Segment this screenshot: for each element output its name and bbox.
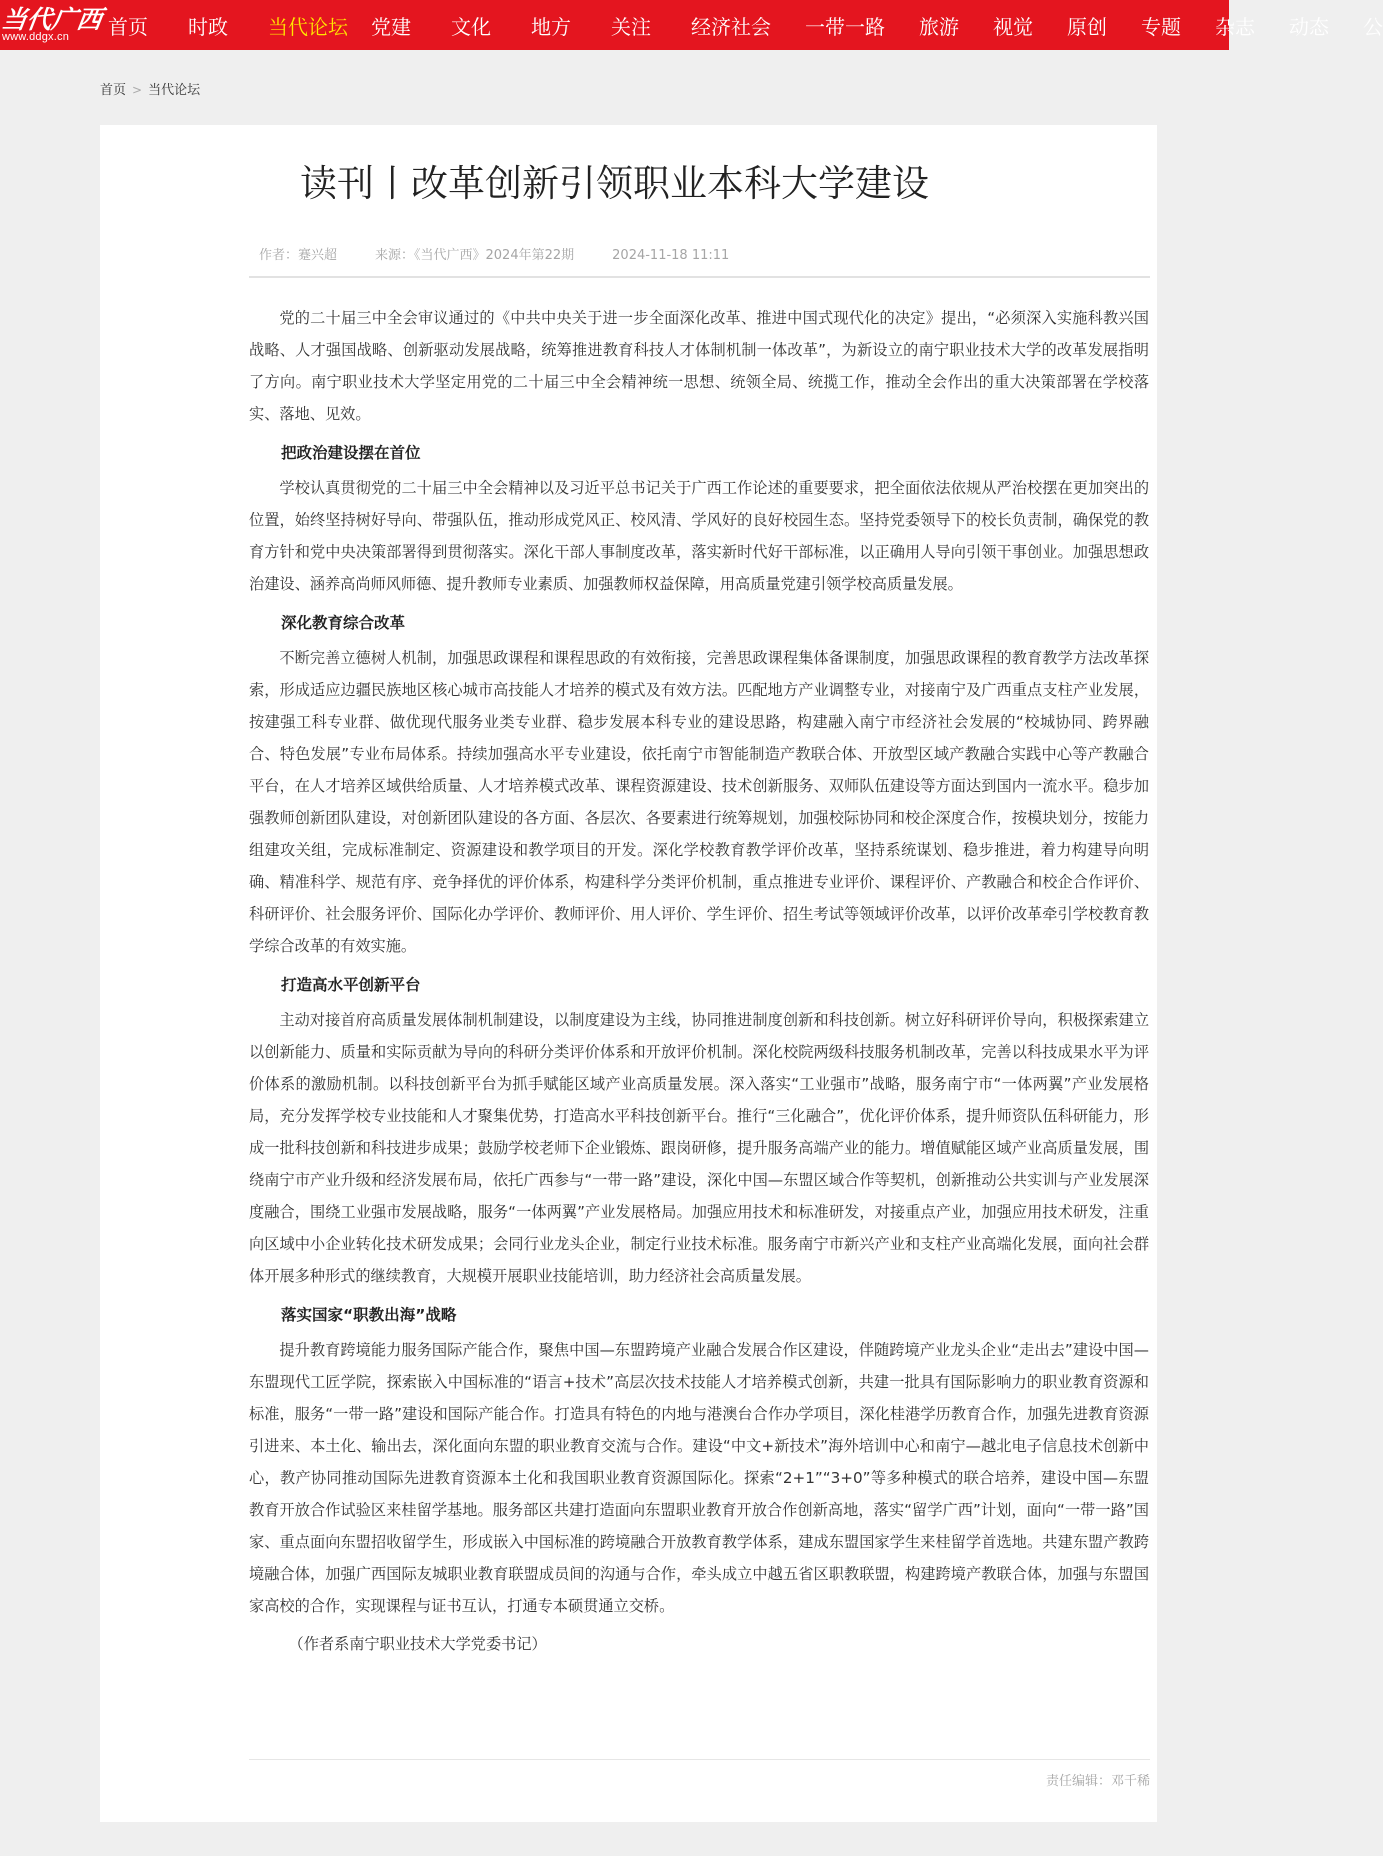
article-author: 作者：蹇兴超 <box>259 248 338 263</box>
main-nav <box>108 0 1383 50</box>
nav-item-12[interactable]: 专题 <box>1141 14 1181 39</box>
nav-item-5[interactable]: 地方 <box>531 14 571 39</box>
top-nav-bar <box>0 0 1383 50</box>
logo-text: 当代广西 <box>0 5 104 34</box>
nav-item-0[interactable]: 首页 <box>108 14 148 39</box>
section-heading: 深化教育综合改革 <box>281 614 406 632</box>
article-paragraph: 提升教育跨境能力服务国际产能合作，聚焦中国—东盟跨境产业融合发展合作区建设，伴随跨境产业龙头企业“走出去”建设中国—东盟现代工匠学院，探索嵌入中国标准的“语言+技术”高层次技术技能人才培养模式创新，共建一批具有国际影响力的职业教育资源和标准，服务“一带一路”建设和国际产能合作。打造具有特色的内地与港澳台合作办学项目，深化桂港学历教育合作，加强先进教育资源引进来、本土化、输出去，深化面向东盟的职业教育交流与合作。建设“中文+新技术”海外培训中心和南宁—越北电子信息技术创新中心，教产协同推动国际先进教育资源本土化和我国职业教育资源国际化。探索“2+1”“3+0”等多种模式的联合培养，建设中国—东盟教育开放合作试验区来桂留学基地。服务部区共建打造面向东盟职业教育开放合作创新高地，落实“留学广西”计划，面向“一带一路”国家、重点面向东盟招收留学生，形成嵌入中国标准的跨境融合开放教育教学体系，建成东盟国家学生来桂留学首选地。共建东盟产教跨境融合体，加强广西国际友城职业教育联盟成员间的沟通与合作，牵头成立中越五省区职教联盟，构建跨境产教联合体，加强与东盟国家高校的合作，实现课程与证书互认，打通专本硕贯通立交桥。 <box>249 1341 1149 1615</box>
responsible-editor: 责任编辑：邓千稀 <box>1045 1774 1150 1789</box>
breadcrumb-home[interactable]: 首页 <box>100 83 127 98</box>
article-title: 读刊丨改革创新引领职业本科大学建设 <box>300 162 929 205</box>
breadcrumb-current[interactable]: 当代论坛 <box>148 83 201 98</box>
breadcrumb <box>100 79 200 98</box>
nav-item-1[interactable]: 时政 <box>188 14 228 39</box>
nav-item-15[interactable]: 公 <box>1363 14 1383 39</box>
article-body <box>249 302 1149 1664</box>
footer-divider <box>249 1759 1150 1760</box>
article-date: 2024-11-18 11:11 <box>612 248 730 263</box>
article-paragraph: 党的二十届三中全会审议通过的《中共中央关于进一步全面深化改革、推进中国式现代化的决定》提出，“必须深入实施科教兴国战略、人才强国战略、创新驱动发展战略，统筹推进教育科技人才体制机制一体改革”，为新设立的南宁职业技术大学的改革发展指明了方向。南宁职业技术大学坚定用党的二十届三中全会精神统一思想、统领全局、统揽工作，推动全会作出的重大决策部署在学校落实、落地、见效。 <box>249 309 1149 423</box>
site-logo[interactable] <box>0 0 104 50</box>
section-heading: 把政治建设摆在首位 <box>281 444 421 462</box>
nav-item-2[interactable]: 当代论坛 <box>268 14 348 39</box>
nav-item-4[interactable]: 文化 <box>451 14 491 39</box>
nav-item-10[interactable]: 视觉 <box>993 14 1033 39</box>
author-note: （作者系南宁职业技术大学党委书记） <box>288 1635 547 1653</box>
nav-item-9[interactable]: 旅游 <box>919 14 959 39</box>
section-heading: 打造高水平创新平台 <box>281 976 421 994</box>
article-meta <box>259 244 767 263</box>
nav-item-13[interactable]: 杂志 <box>1215 14 1255 39</box>
article-paragraph: 不断完善立德树人机制，加强思政课程和课程思政的有效衔接，完善思政课程集体备课制度，加强思政课程的教育教学方法改革探索，形成适应边疆民族地区核心城市高技能人才培养的模式及有效方法。匹配地方产业调整专业，对接南宁及广西重点支柱产业发展，按建强工科专业群、做优现代服务业类专业群、稳步发展本科专业的建设思路，构建融入南宁市经济社会发展的“校城协同、跨界融合、特色发展”专业布局体系。持续加强高水平专业建设，依托南宁市智能制造产教联合体、开放型区域产教融合实践中心等产教融合平台，在人才培养区域供给质量、人才培养模式改革、课程资源建设、技术创新服务、双师队伍建设等方面达到国内一流水平。稳步加强教师创新团队建设，对创新团队建设的各方面、各层次、各要素进行统筹规划，加强校际协同和校企深度合作，按模块划分，按能力组建攻关组，完成标准制定、资源建设和教学项目的开发。深化学校教育教学评价改革，坚持系统谋划、稳步推进，着力构建导向明确、精准科学、规范有序、竞争择优的评价体系，构建科学分类评价机制，重点推进专业评价、课程评价、产教融合和校企合作评价、科研评价、社会服务评价、国际化办学评价、教师评价、用人评价、学生评价、招生考试等领域评价改革，以评价改革牵引学校教育教学综合改革的有效实施。 <box>249 649 1149 955</box>
section-heading: 落实国家“职教出海”战略 <box>281 1306 457 1324</box>
nav-item-11[interactable]: 原创 <box>1067 14 1107 39</box>
article-source: 来源：《当代广西》2024年第22期 <box>375 248 575 263</box>
logo-url: www.ddgx.cn <box>2 31 70 43</box>
nav-item-6[interactable]: 关注 <box>611 14 651 39</box>
nav-item-3[interactable]: 党建 <box>371 14 411 39</box>
article-paragraph: 学校认真贯彻党的二十届三中全会精神以及习近平总书记关于广西工作论述的重要要求，把全面依法依规从严治校摆在更加突出的位置，始终坚持树好导向、带强队伍，推动形成党风正、校风清、学风好的良好校园生态。坚持党委领导下的校长负责制，确保党的教育方针和党中央决策部署得到贯彻落实。深化干部人事制度改革，落实新时代好干部标准，以正确用人导向引领干事创业。加强思想政治建设、涵养高尚师风师德、提升教师专业素质、加强教师权益保障，用高质量党建引领学校高质量发展。 <box>249 479 1149 593</box>
article-paragraph: 主动对接首府高质量发展体制机制建设，以制度建设为主线，协同推进制度创新和科技创新。树立好科研评价导向，积极探索建立以创新能力、质量和实际贡献为导向的科研分类评价体系和开放评价机制。深化校院两级科技服务机制改革，完善以科技成果水平为评价体系的激励机制。以科技创新平台为抓手赋能区域产业高质量发展。深入落实“工业强市”战略，服务南宁市“一体两翼”产业发展格局，充分发挥学校专业技能和人才聚集优势，打造高水平科技创新平台。推行“三化融合”，优化评价体系，提升师资队伍科研能力，形成一批科技创新和科技进步成果；鼓励学校老师下企业锻炼、跟岗研修，提升服务高端产业的能力。增值赋能区域产业高质量发展，围绕南宁市产业升级和经济发展布局，依托广西参与“一带一路”建设，深化中国—东盟区域合作等契机，创新推动公共实训与产业发展深度融合，围绕工业强市发展战略，服务“一体两翼”产业发展格局。加强应用技术和标准研发，对接重点产业，加强应用技术研发，注重向区域中小企业转化技术研发成果；会同行业龙头企业，制定行业技术标准。服务南宁市新兴产业和支柱产业高端化发展，面向社会群体开展多种形式的继续教育，大规模开展职业技能培训，助力经济社会高质量发展。 <box>249 1011 1149 1285</box>
nav-item-7[interactable]: 经济社会 <box>691 14 771 39</box>
breadcrumb-separator: > <box>132 83 143 97</box>
nav-item-14[interactable]: 动态 <box>1289 14 1329 39</box>
meta-divider <box>249 276 1150 278</box>
nav-item-8[interactable]: 一带一路 <box>805 14 885 39</box>
